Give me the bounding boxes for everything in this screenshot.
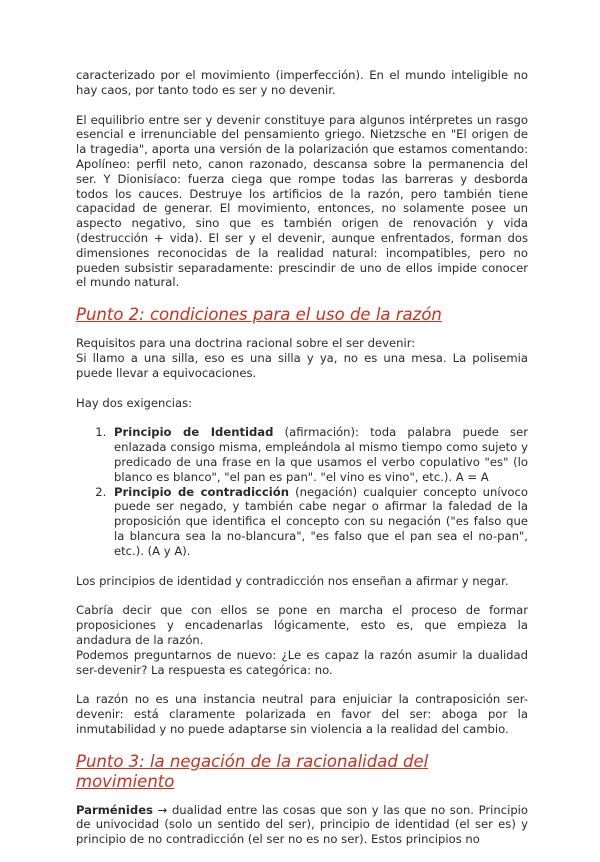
paragraph-requisitos: Requisitos para una doctrina racional sobre el ser devenir: (76, 336, 416, 351)
list-item-identidad (110, 425, 528, 484)
paragraph-silla: Si llamo a una silla, eso es una silla y ya, no es una mesa. La polisemia puede llevar a equivocaciones. (76, 350, 528, 380)
list-item-contradiccion (110, 485, 528, 559)
paragraph-continuation: caracterizado por el movimiento (imperfección). En el mundo inteligible no hay caos, por tanto todo es ser y no devenir. (76, 68, 528, 97)
heading-punto-3: Punto 3: la negación de la racionalidad del movimiento (76, 751, 429, 791)
text-contradiccion: (negación) cualquier concepto unívoco puede ser negado, y también cabe negar o afirmar la faledad de la proposición que identifica el concepto con su negación ("es falso que la blancura sea la no-blancura", "es falso que el pan sea el no-pan", etc.). (A y A). (114, 484, 528, 558)
document-body (76, 68, 528, 862)
paragraph-cabria: Cabría decir que con ellos se pone en marcha el proceso de formar proposiciones y encadenarlas lógicamente, esto es, que empieza la andadura de la razón. (76, 603, 528, 647)
term-identidad: Principio de Identidad (114, 425, 274, 440)
paragraph-principios: Los principios de identidad y contradicción nos enseñan a afirmar y negar. (76, 573, 509, 588)
paragraph-exigencias: Hay dos exigencias: (76, 395, 193, 410)
paragraph-razon: La razón no es una instancia neutral para enjuiciar la contraposición ser-devenir: está claramente polarizada en favor del ser: aboga por la inmutabilidad y no puede adaptarse sin violencia a la realidad del cambio. (76, 692, 528, 736)
paragraph-parmenides (76, 803, 528, 847)
paragraph-podemos: Podemos preguntarnos de nuevo: ¿Le es capaz la razón asumir la dualidad ser-devenir? La respuesta es categórica: no. (76, 647, 528, 677)
text-identidad: (afirmación): toda palabra puede ser enlazada consigo misma, empleándola al mismo tiempo como sujeto y predicado de una frase en la que usamos el verbo copulativo "es" (lo blanco es blanco", "el pan es pan". "el vino es vino", etc.). A = A (114, 425, 528, 484)
text-parmenides: → dualidad entre las cosas que son y las que no son. Principio de univocidad (solo un sentido del ser), principio de identidad (el ser es) y principio de no contradicción (el ser no es no ser). Estos principios no (76, 802, 528, 847)
term-parmenides: Parménides (76, 802, 153, 817)
term-contradiccion: Principio de contradicción (114, 484, 289, 499)
principles-list (76, 425, 528, 558)
paragraph-equilibrio: El equilibrio entre ser y devenir constituye para algunos intérpretes un rasgo esencial e irrenunciable del pensamiento griego. Nietzsche en "El origen de la tragedia", aporta una versión de la polarización que estamos comentando: Apolíneo: perfil neto, canon razonado, descansa sobre la permanencia del ser. Y Dionisíaco: fuerza ciega que rompe todas las barreras y desborda todos los cauces. Destruye los artificios de la razón, pero también tiene capacidad de generar. El movimiento, entonces, no solamente posee un aspecto negativo, sino que es también origen de renovación y vida (destrucción + vida). El ser y el devenir, aunque enfrentados, forman dos dimensiones reconocidas de la realidad natural: incompatibles, pero no pueden subsistir separadamente: prescindir de uno de ellos impide conocer el mundo natural. (76, 112, 528, 290)
heading-punto-2: Punto 2: condiciones para el uso de la razón (76, 305, 442, 325)
